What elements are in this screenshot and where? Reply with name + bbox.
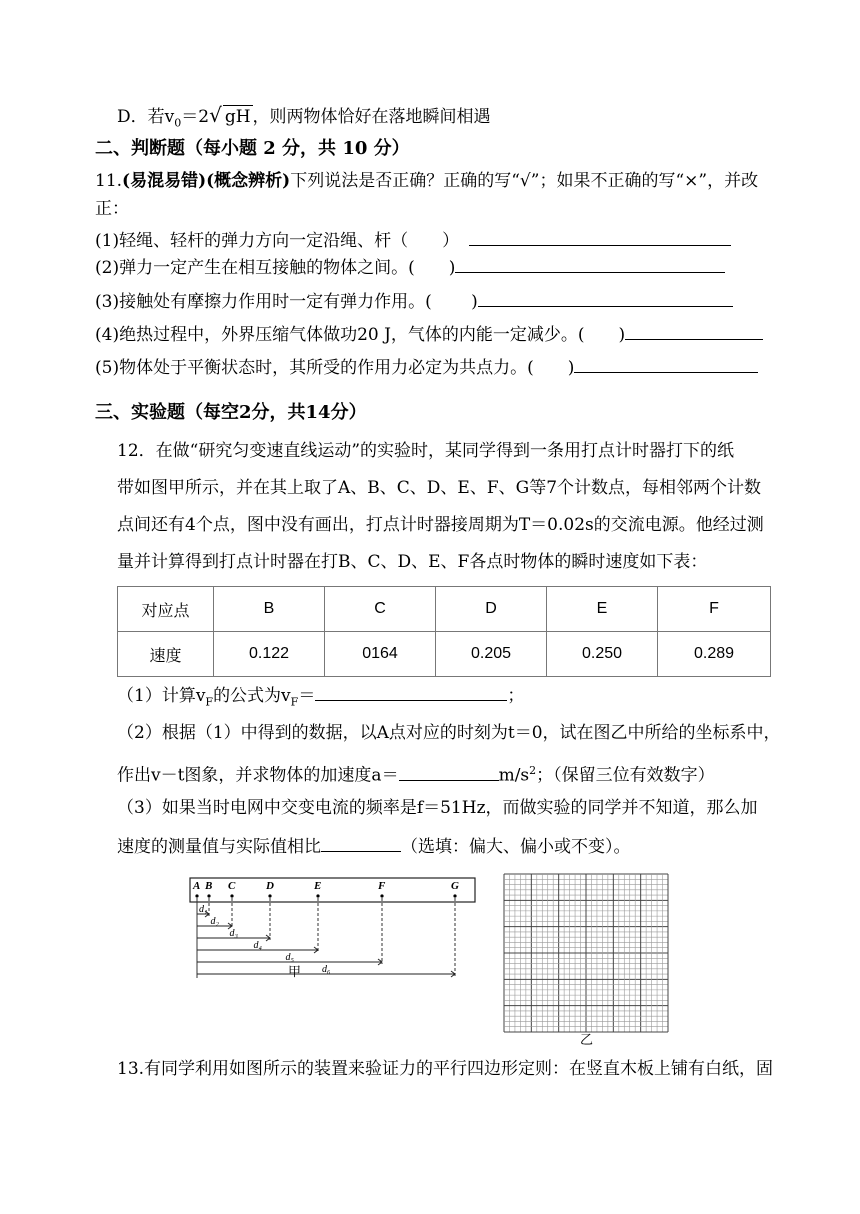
tape-dot <box>316 894 319 897</box>
acceleration-blank[interactable] <box>399 764 499 781</box>
tape-dot <box>207 894 210 897</box>
tape-point-label: A <box>193 880 201 892</box>
q12-line: 点间还有4个点，图中没有画出，打点计时器接周期为T＝0.02s的交流电源。他经过测 <box>117 515 764 535</box>
coordinate-grid <box>504 874 668 1032</box>
q11-item: (1)轻绳、轻杆的弹力方向一定沿绳、杆（ ） <box>95 229 731 252</box>
tape-point-label: G <box>451 880 459 892</box>
tape-dot <box>195 894 198 897</box>
distance-label: d₆ <box>322 964 331 975</box>
tape-point-label: B <box>205 880 213 892</box>
table-row: 对应点 B C D E F <box>118 587 771 632</box>
answer-blank[interactable] <box>478 290 733 307</box>
q12-sub2-cont: 作出v－t图象，并求物体的加速度$a= m/s^2$；（保留三位有效数字） <box>117 764 715 786</box>
q12-sub1: （1）计算$v_F$的公式为$v_F=$ ； <box>117 686 525 709</box>
option-d: D．若$v_0=2√$ gH ，则两物体恰好在落地瞬间相遇 <box>117 103 491 130</box>
distance-label: d₃ <box>229 928 238 939</box>
distance-label: d₂ <box>210 916 219 927</box>
q12-line: 12．在做“研究匀变速直线运动”的实验时，某同学得到一条用打点计时器打下的纸 <box>117 441 735 461</box>
tape-dot <box>230 894 233 897</box>
tape-point-label: D <box>266 880 274 892</box>
q11-stem-cont: 正： <box>95 199 129 219</box>
distance-label: d₄ <box>253 940 262 951</box>
grid-figure <box>500 868 672 1048</box>
distance-label: d₁ <box>199 904 208 915</box>
tape-point-label: C <box>228 880 236 892</box>
answer-blank[interactable] <box>455 256 725 273</box>
table-row: 速度 0.122 0164 0.205 0.250 0.289 <box>118 632 771 677</box>
formula-blank[interactable] <box>315 684 507 701</box>
q11-item: (4)绝热过程中，外界压缩气体做功20 J，气体的内能一定减少。( ) <box>95 323 763 346</box>
figure-caption-yi: 乙 <box>580 1032 594 1047</box>
q12-line: 带如图甲所示，并在其上取了A、B、C、D、E、F、G等7个计数点，每相邻两个计数 <box>117 478 762 498</box>
q11-stem: 11.(易混易错)(概念辨析)下列说法是否正确？正确的写“√”；如果不正确的写“×”，并改 <box>95 171 759 191</box>
tape-point-label: E <box>314 880 322 892</box>
choice-blank[interactable] <box>321 835 401 852</box>
section-2-title: 二、判断题（每小题 2 分，共 10 分） <box>95 138 410 159</box>
tape-dot <box>380 894 383 897</box>
figure-caption-jia: 甲 <box>288 964 302 979</box>
tape-dot <box>268 894 271 897</box>
tape-point-label: F <box>378 880 386 892</box>
q11-item: (3)接触处有摩擦力作用时一定有弹力作用。( ) <box>95 290 733 313</box>
section-3-title: 三、实验题（每空2分，共14分） <box>95 402 367 423</box>
q13-stem: 13.有同学利用如图所示的装置来验证力的平行四边形定则：在竖直木板上铺有白纸，固 <box>117 1059 774 1079</box>
q12-sub3: （3）如果当时电网中交变电流的频率是f＝51Hz，而做实验的同学并不知道，那么加 <box>117 798 758 818</box>
answer-blank[interactable] <box>625 323 763 340</box>
distance-label: d₅ <box>285 952 294 963</box>
tape-figure <box>182 872 482 982</box>
q12-sub2: （2）根据（1）中得到的数据，以A点对应的时刻为t＝0，试在图乙中所给的坐标系中， <box>117 723 781 743</box>
tape-dot <box>453 894 456 897</box>
speed-table <box>117 586 771 677</box>
q12-line: 量并计算得到打点计时器在打B、C、D、E、F各点时物体的瞬时速度如下表： <box>117 552 708 572</box>
q11-item: (2)弹力一定产生在相互接触的物体之间。( ) <box>95 256 725 279</box>
answer-blank[interactable] <box>574 356 758 373</box>
q11-item: (5)物体处于平衡状态时，其所受的作用力必定为共点力。( ) <box>95 356 758 379</box>
q12-sub3-cont: 速度的测量值与实际值相比 （选填：偏大、偏小或不变）。 <box>117 837 631 857</box>
answer-blank[interactable] <box>469 229 731 246</box>
